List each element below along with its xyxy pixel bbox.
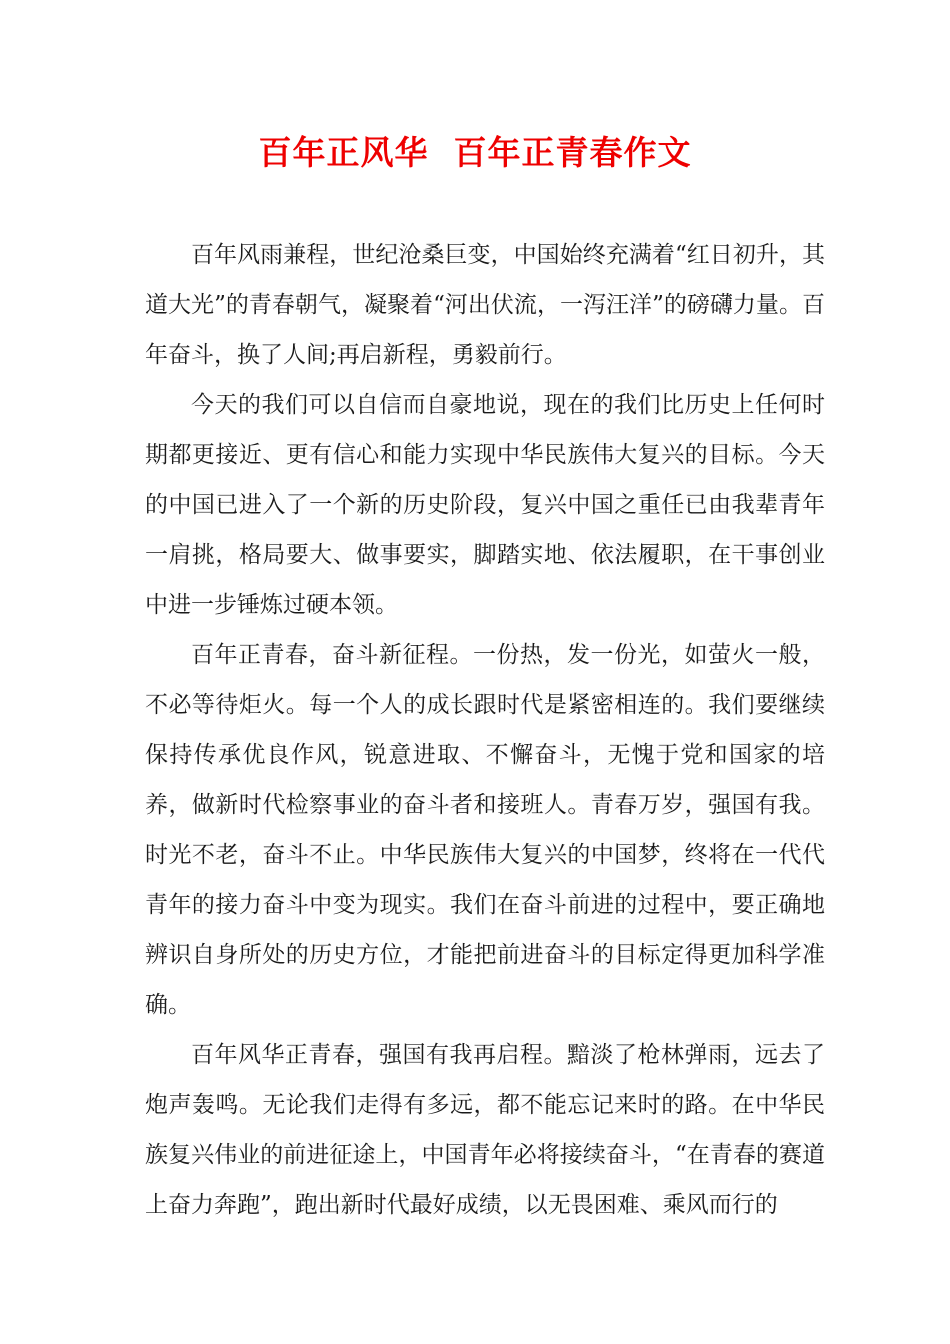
- document-body: [145, 230, 825, 1230]
- document-title: 百年正风华 百年正青春作文: [258, 133, 692, 172]
- paragraph-3: 百年正青春，奋斗新征程。一份热，发一份光，如萤火一般，不必等待炬火。每一个人的成长跟时代是紧密相连的。我们要继续保持传承优良作风，锐意进取、不懈奋斗，无愧于党和国家的培养，做新时代检察事业的奋斗者和接班人。青春万岁，强国有我。时光不老，奋斗不止。中华民族伟大复兴的中国梦，终将在一代代青年的接力奋斗中变为现实。我们在奋斗前进的过程中，要正确地辨识自身所处的历史方位，才能把前进奋斗的目标定得更加科学准确。: [145, 642, 825, 1018]
- paragraph-4: 百年风华正青春，强国有我再启程。黯淡了枪林弹雨，远去了炮声轰鸣。无论我们走得有多远，都不能忘记来时的路。在中华民族复兴伟业的前进征途上，中国青年必将接续奋斗，“在青春的赛道上奋力奔跑”，跑出新时代最好成绩，以无畏困难、乘风而行的: [145, 1042, 825, 1218]
- paragraph-2: 今天的我们可以自信而自豪地说，现在的我们比历史上任何时期都更接近、更有信心和能力实现中华民族伟大复兴的目标。今天的中国已进入了一个新的历史阶段，复兴中国之重任已由我辈青年一肩挑，格局要大、做事要实，脚踏实地、依法履职，在干事创业中进一步锤炼过硬本领。: [145, 392, 825, 618]
- paragraph-1: 百年风雨兼程，世纪沧桑巨变，中国始终充满着“红日初升，其道大光”的青春朝气，凝聚着“河出伏流，一泻汪洋”的磅礴力量。百年奋斗，换了人间;再启新程，勇毅前行。: [145, 242, 825, 368]
